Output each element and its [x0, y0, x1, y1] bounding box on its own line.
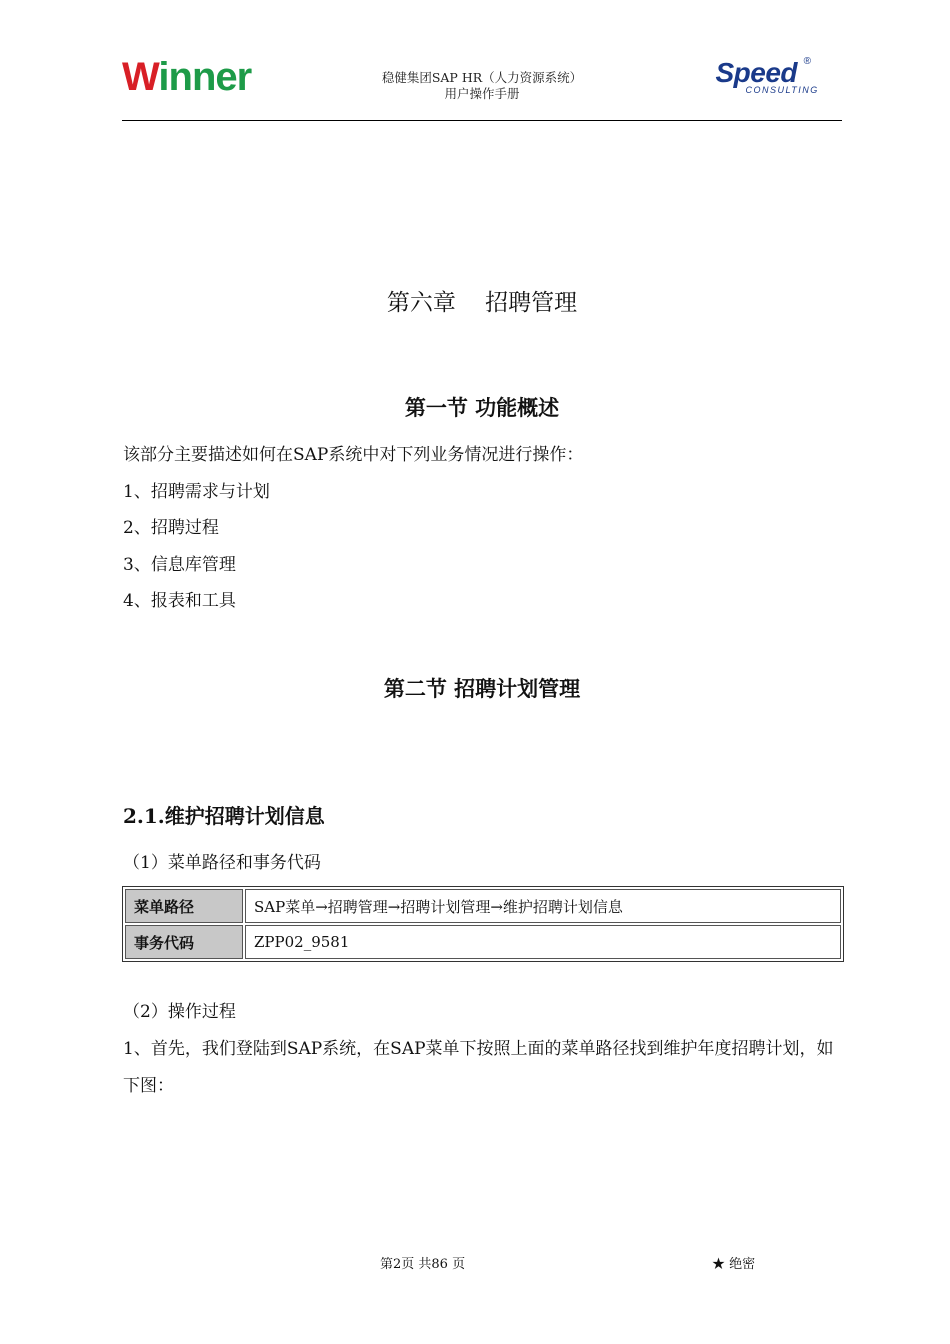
menu-path-label: 菜单路径 [125, 889, 243, 923]
body-paragraph: 1、首先，我们登陆到SAP系统，在SAP菜单下按照上面的菜单路径找到维护年度招聘计划，如下图： [123, 1039, 834, 1096]
winner-logo: Winner [122, 55, 252, 99]
section-title: 第一节 功能概述 [404, 396, 560, 420]
list-item: 3、信息库管理 [123, 555, 236, 575]
header-title-line2: 用户操作手册 [444, 86, 520, 101]
header-title [292, 70, 672, 102]
confidential-mark: ★ 绝密 [712, 1257, 756, 1272]
table-row [125, 889, 841, 923]
intro-paragraph: 该部分主要描述如何在SAP系统中对下列业务情况进行操作： [123, 445, 584, 465]
header-title-line1: 稳健集团SAP HR（人力资源系统） [381, 70, 583, 85]
speed-consulting-logo: Speed CONSULTING ® [715, 56, 819, 95]
tcode-label: 事务代码 [125, 925, 243, 959]
page-number: 第2页 共86 页 [380, 1257, 466, 1272]
step-heading: （2）操作过程 [123, 1002, 236, 1022]
list-item: 4、报表和工具 [123, 591, 236, 611]
list-item: 2、招聘过程 [123, 518, 219, 538]
step-heading: （1）菜单路径和事务代码 [123, 853, 321, 873]
menu-path-table [122, 886, 844, 962]
list-item: 1、招聘需求与计划 [123, 482, 270, 502]
page-header [122, 50, 842, 121]
tcode-value: ZPP02_9581 [245, 925, 841, 959]
table-row [125, 925, 841, 959]
chapter-title: 第六章 招聘管理 [386, 290, 578, 316]
menu-path-value: SAP菜单→招聘管理→招聘计划管理→维护招聘计划信息 [245, 889, 841, 923]
section-title: 第二节 招聘计划管理 [383, 677, 581, 701]
subsection-heading: 2.1.维护招聘计划信息 [123, 804, 325, 828]
